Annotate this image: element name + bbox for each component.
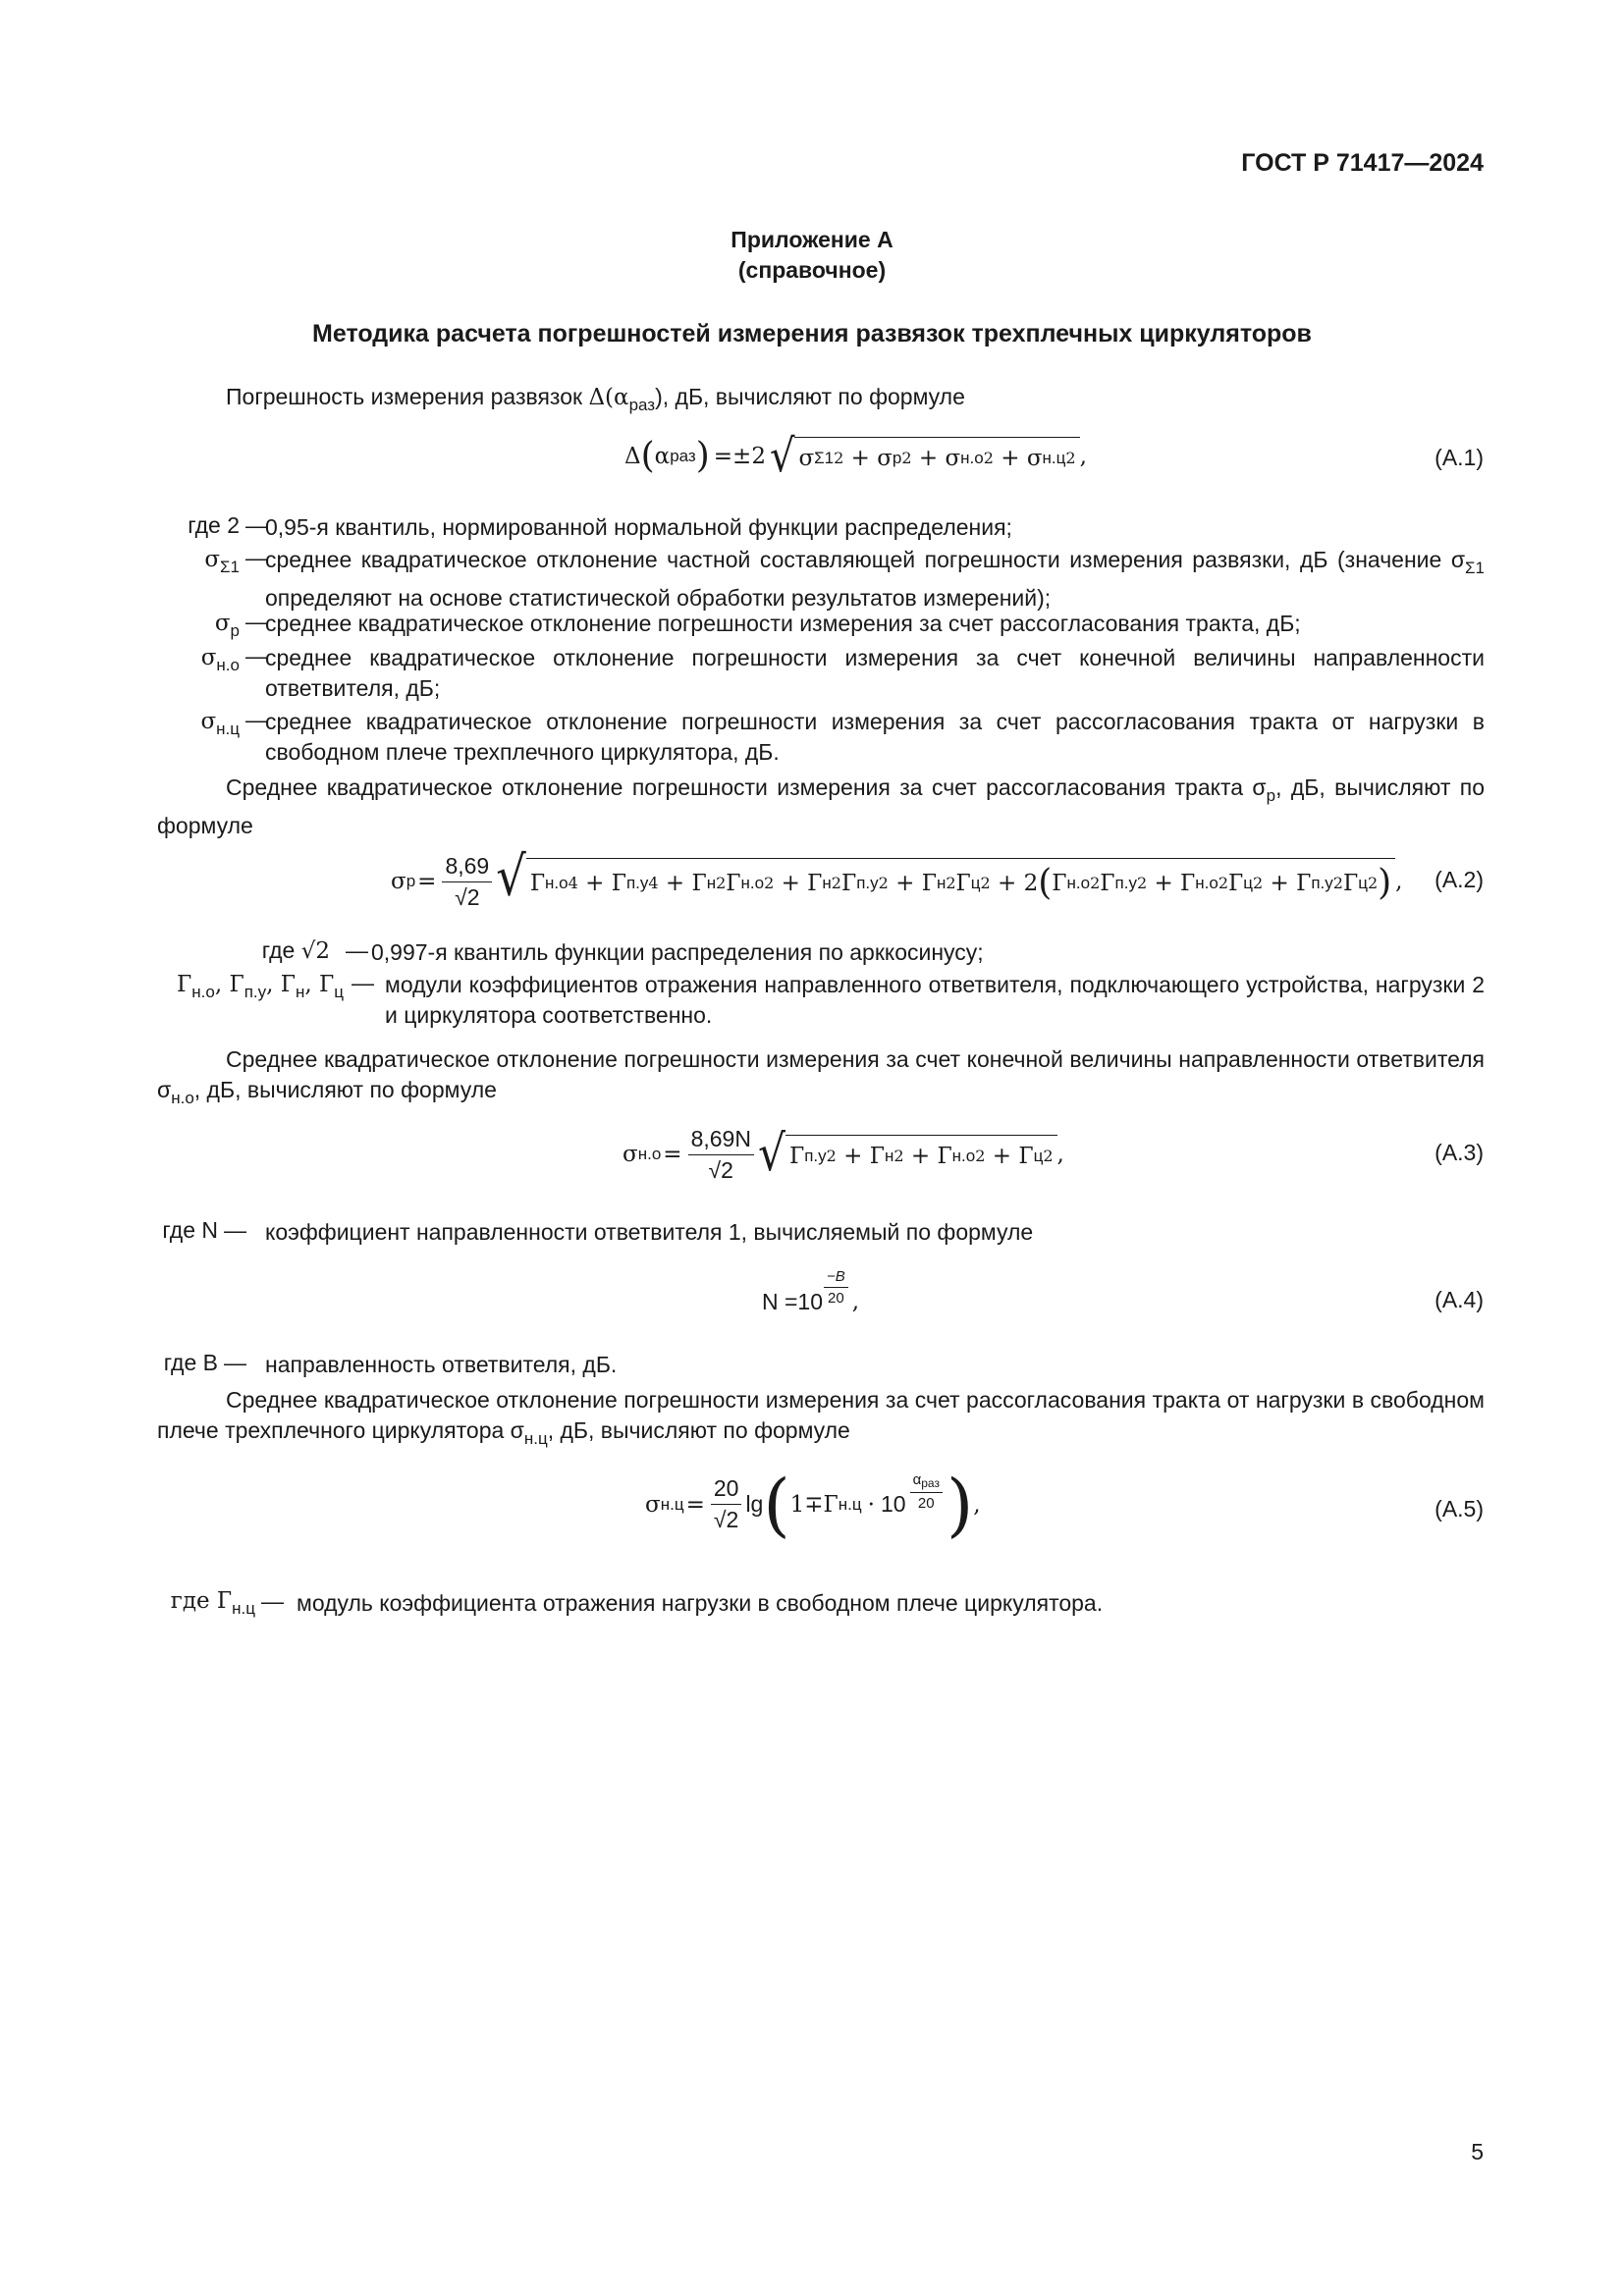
annex-title: Приложение А (731, 227, 893, 252)
def-dash: — (245, 545, 268, 570)
formula-a1: Δ ( α раз ) =±2 √ σ Σ1 2 + σ р 2 + σ н.о 2 + σ н.ц 2 , (624, 430, 1087, 483)
formula-a1-number: (А.1) (1435, 445, 1484, 470)
def-dash: — (261, 1588, 284, 1614)
paragraph-a5: Среднее квадратическое отклонение погрешности измерения за счет рассогласования тракта от нагрузки в свободном плече трехплечного циркулятора $\sigma_{н.ц}$, дБ, вычисляют по формуле (157, 1387, 1485, 1448)
def-text: модули коэффициентов отражения направленного ответвителя, подключающего устройства, нагрузки 2 и циркулятора соответственно. (385, 972, 1485, 1028)
formula-a5: σ н.ц = $\frac{20}{√2}$ lg ( 1∓Г н.ц · 10 $\frac{\alpha_{раз}}{20}$ ) , (645, 1464, 981, 1545)
section-title: Методика расчета погрешностей измерения развязок трехплечных циркуляторов (312, 320, 1312, 347)
def-dash: — (224, 1350, 246, 1375)
def-text: 0,997-я квантиль функции распределения по арккосинусу; (371, 939, 984, 965)
definitions-a2 (0, 937, 1624, 1036)
def-symbol: где 2 (188, 512, 240, 538)
formula-a4-number: (А.4) (1435, 1287, 1484, 1312)
def-text: коэффициент направленности ответвителя 1, вычисляемый по формуле (265, 1219, 1034, 1245)
def-text: направленность ответвителя, дБ. (265, 1352, 618, 1377)
definitions-a1 (0, 512, 1624, 768)
def-symbol: $\sigma_{н.ц}$ (200, 709, 240, 738)
def-dash: — (245, 707, 268, 732)
def-text: среднее квадратическое отклонение погрешности измерения за счет конечной величины направленности ответвителя, дБ; (265, 645, 1485, 701)
def-symbol: где B (163, 1350, 218, 1375)
def-symbol: где N (162, 1217, 218, 1243)
def-text: 0,95-я квантиль, нормированной нормальной функции распределения; (265, 514, 1012, 540)
formula-a2: σ р = $\frac{8,69}{√2}$ √ Г н.о 4 + Г п.у 4 + Г н 2 Г н.о 2 + Г н 2 Г п.у 2 + Г н 2 Г ц 2 + 2 ( Г н.о 2 Г п.у 2 + Г н.о 2 Г ц 2 + Г п.у 2 Г ц 2 ) , (391, 844, 1403, 910)
def-dash: — (245, 643, 268, 668)
def-symbol: $\sigma_{н.о}$ (200, 645, 240, 674)
definition-a4 (0, 1350, 1624, 1384)
definition-a3 (0, 1217, 1624, 1252)
def-text: среднее квадратическое отклонение погрешности измерения за счет рассогласования тракта от нагрузки в свободном плече трехплечного циркулятора, дБ. (265, 709, 1485, 765)
def-text: модуль коэффициента отражения нагрузки в свободном плече циркулятора. (297, 1590, 1104, 1616)
def-symbol: $\sigma_{\Sigma 1}$ (204, 547, 240, 576)
def-symbol: где $Г_{н.ц}$ (170, 1588, 255, 1618)
def-dash: — (346, 937, 368, 963)
intro-paragraph: Погрешность измерения развязок $\Delta(\alpha_{раз})$, дБ, вычисляют по формуле (226, 384, 965, 414)
def-symbol: $\sigma_р$ (214, 611, 240, 640)
def-dash: — (245, 609, 268, 634)
def-dash: — (245, 512, 268, 538)
paragraph-a2: Среднее квадратическое отклонение погрешности измерения за счет рассогласования тракта $\sigma_р$, дБ, вычисляют по формуле (157, 774, 1485, 838)
def-dash: — (352, 970, 374, 995)
def-text: среднее квадратическое отклонение погрешности измерения за счет рассогласования тракта, дБ; (265, 611, 1301, 636)
formula-a5-number: (А.5) (1435, 1496, 1484, 1522)
formula-a2-number: (А.2) (1435, 867, 1484, 892)
def-dash: — (224, 1217, 246, 1243)
formula-a4: N =10 $\frac{-B}{20}$ , (762, 1267, 860, 1314)
def-text: среднее квадратическое отклонение частной составляющей погрешности измерения развязки, дБ (значение $\sigma_{\Sigma 1}$ определяют на основе статистической обработки результатов измерений); (265, 547, 1485, 611)
def-symbol: где √2 (261, 937, 330, 964)
def-symbol: $Г_{н.о}$, $Г_{п.у}$, $Г_н$, $Г_ц$ (177, 972, 344, 1001)
page-number: 5 (1471, 2139, 1484, 2164)
formula-a3-number: (А.3) (1435, 1140, 1484, 1165)
formula-a3: σ н.о = $\frac{8,69N}{√2}$ √ Г п.у 2 + Г н 2 + Г н.о 2 + Г ц 2 , (623, 1125, 1064, 1183)
definition-a5 (0, 1588, 1624, 1623)
paragraph-a3: Среднее квадратическое отклонение погрешности измерения за счет конечной величины направленности ответвителя $\sigma_{н.о}$, дБ, вычисляют по формуле (157, 1046, 1485, 1107)
document-number: ГОСТ Р 71417—2024 (1241, 149, 1484, 177)
annex-type: (справочное) (737, 257, 887, 283)
